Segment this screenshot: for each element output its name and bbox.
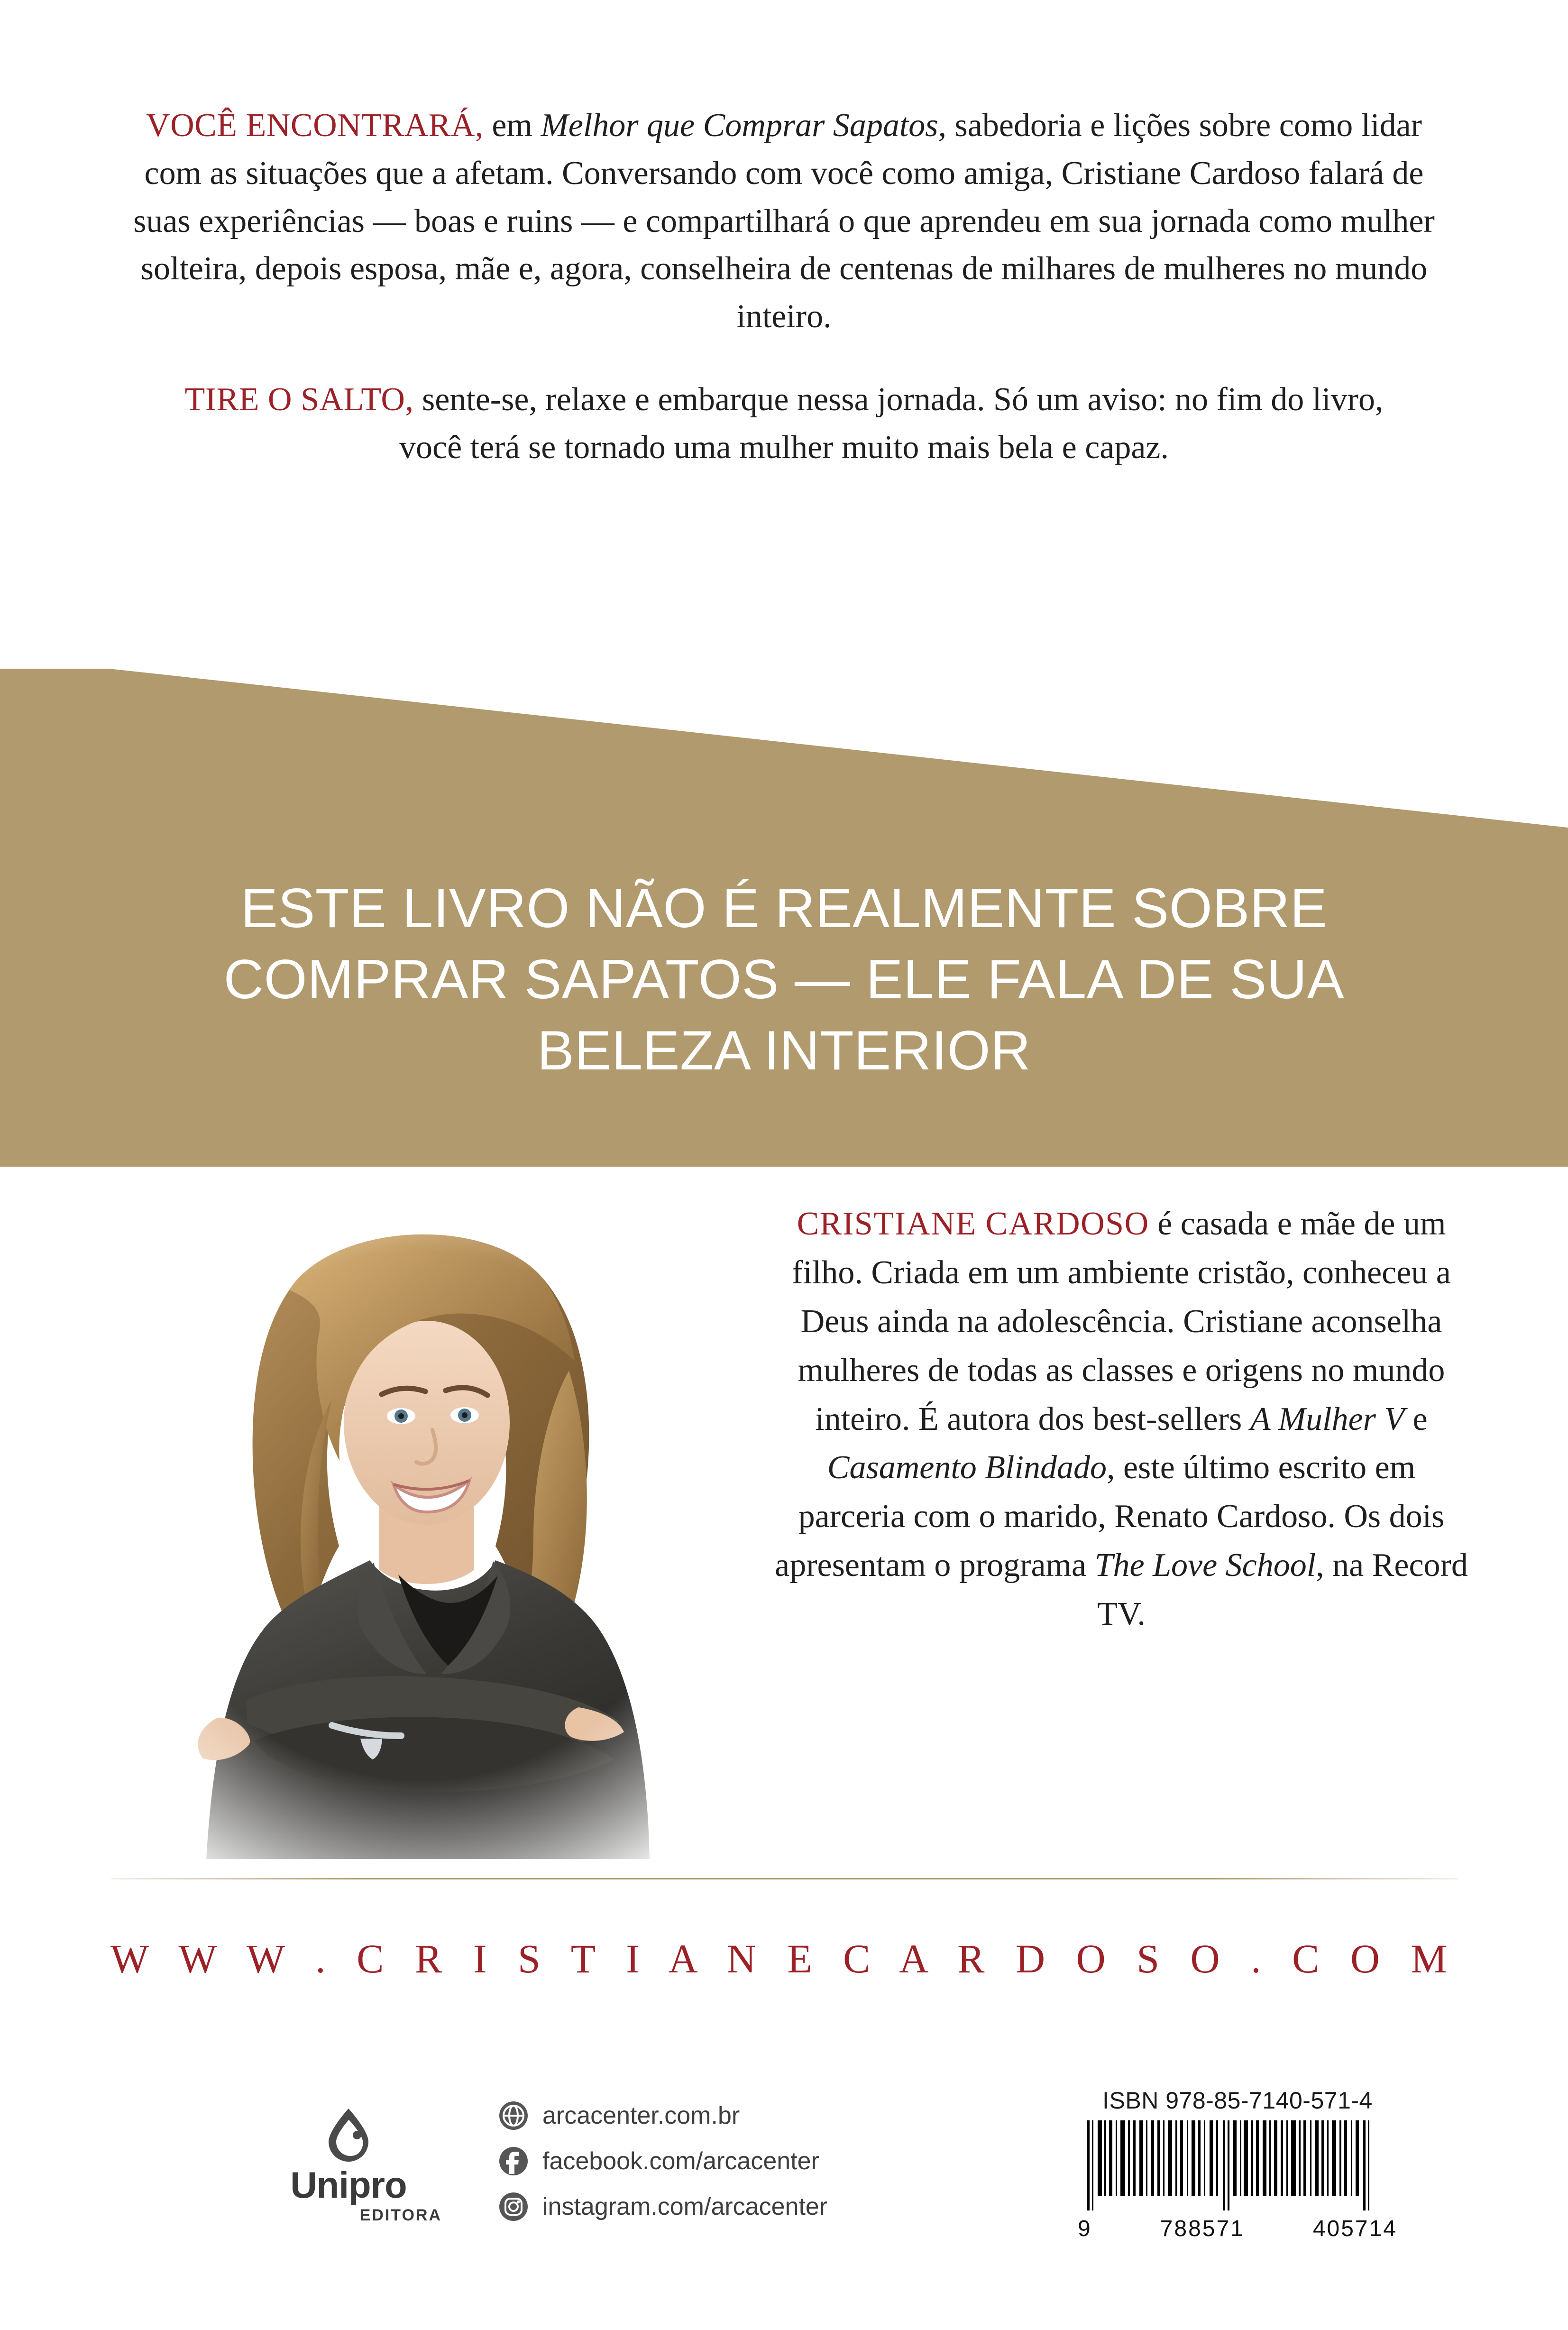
author-photo (66, 1171, 778, 1859)
unipro-drop-icon (320, 2106, 377, 2163)
blurb-section (0, 102, 1568, 472)
barcode-digit-group-right: 405714 (1312, 2216, 1397, 2241)
banner-headline: ESTE LIVRO NÃO É REALMENTE SOBRE COMPRAR SAPATOS — ELE FALA DE SUA BELEZA INTERIOR (223, 877, 1345, 1081)
instagram-icon (498, 2191, 529, 2222)
blurb-p1-b: sabedoria e lições sobre como lidar com as situações que a afetam. Conversando com você como amiga, Cristiane Cardoso falará de suas experiências — boas e ruins — e compartilhará o que aprendeu em sua jornada como mulher solteira, depois esposa, mãe e, agora, conselheira de centenas de milhares de mulheres no mundo inteiro. (133, 107, 1435, 335)
isbn-number: ISBN 978-85-7140-571-4 (1102, 2087, 1373, 2114)
barcode-digit-group-left: 9 (1078, 2216, 1092, 2241)
blurb-paragraph-1 (119, 102, 1449, 341)
author-section (0, 1167, 1568, 1878)
author-bio-b: e (1404, 1400, 1428, 1437)
author-book-2: Casamento Blindado (827, 1449, 1107, 1486)
social-label-facebook: facebook.com/arcacenter (542, 2147, 819, 2175)
blurb-p2-body: sente-se, relaxe e embarque nessa jornada. Só um aviso: no fim do livro, você terá se tornado uma mulher muito mais bela e capaz. (399, 381, 1384, 466)
social-label-website: arcacenter.com.br (542, 2102, 740, 2129)
book-title-italic: Melhor que Comprar Sapatos, (541, 107, 947, 144)
author-bio-a: é casada e mãe de um filho. Criada em um ambiente cristão, conheceu a Deus ainda na adolescência. Cristiane aconselha mulheres de todas as classes e origens no mundo inteiro. É autora dos best-sellers (792, 1206, 1451, 1437)
barcode-digit-group-mid: 788571 (1160, 2216, 1245, 2241)
facebook-icon (498, 2146, 529, 2177)
author-name: CRISTIANE CARDOSO (797, 1206, 1149, 1242)
barcode (1072, 2119, 1403, 2243)
divider (111, 1878, 1458, 1879)
publisher-subtitle: EDITORA (359, 2206, 442, 2224)
globe-icon (498, 2100, 529, 2131)
social-links (498, 2100, 1019, 2237)
author-book-1: A Mulher V (1250, 1400, 1405, 1437)
footer (0, 2077, 1568, 2314)
social-item-instagram[interactable] (498, 2191, 1019, 2222)
blurb-lead-2: TIRE O SALTO, (184, 381, 414, 418)
barcode-digits (1073, 2213, 1402, 2242)
author-bio-d: , na Record TV. (1097, 1547, 1468, 1633)
social-item-website[interactable] (498, 2100, 1019, 2131)
social-item-facebook[interactable] (498, 2146, 1019, 2177)
author-bio-c: , este último escrito em parceria com o marido, Renato Cardoso. Os dois apresentam o programa (775, 1449, 1445, 1584)
blurb-paragraph-2 (119, 376, 1449, 472)
banner-section (0, 669, 1568, 1167)
website-url[interactable]: W W W . C R I S T I A N E C A R D O S O . C O M (110, 1936, 1458, 1981)
isbn-block (1072, 2087, 1403, 2243)
blurb-lead-1: VOCÊ ENCONTRARÁ, (146, 107, 484, 144)
publisher-name: Unipro (290, 2164, 407, 2206)
blurb-p1-a: em (483, 107, 541, 144)
publisher-logo (247, 2106, 450, 2225)
social-label-instagram: instagram.com/arcacenter (542, 2193, 828, 2220)
author-book-3: The Love School (1094, 1547, 1316, 1584)
author-bio (773, 1200, 1470, 1639)
